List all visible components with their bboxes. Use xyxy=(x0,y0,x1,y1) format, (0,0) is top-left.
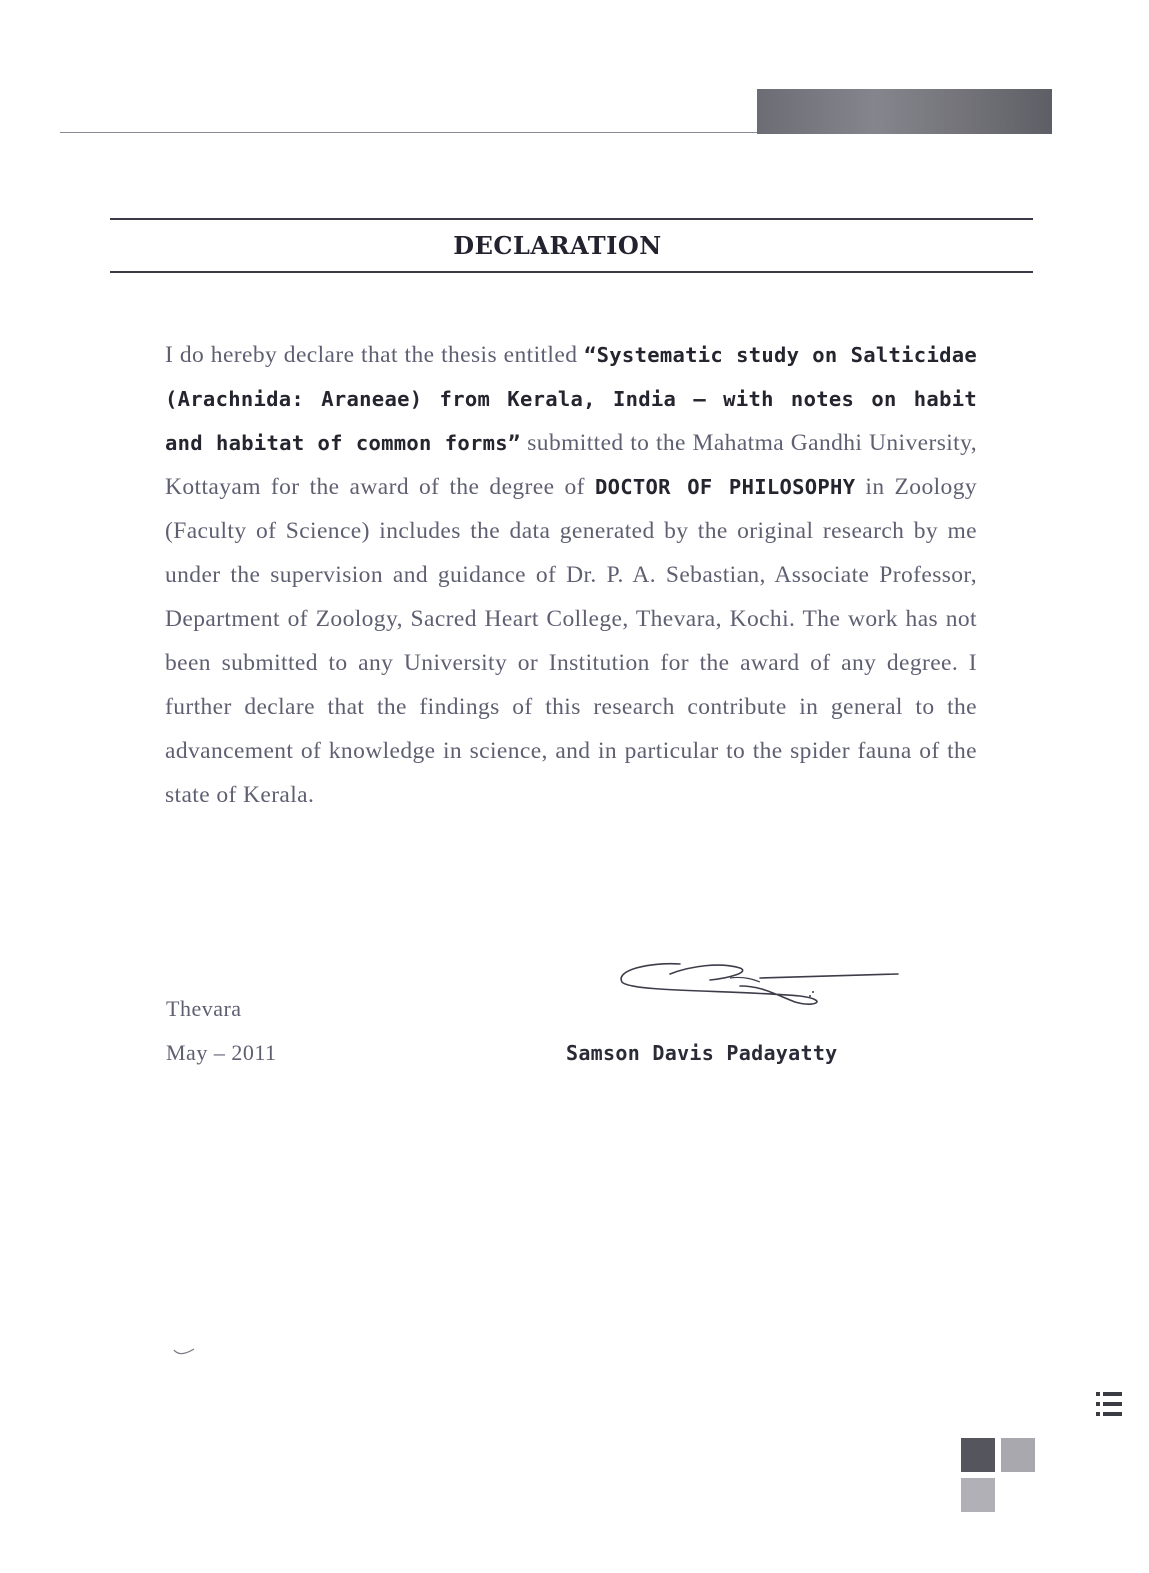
declaration-intro: I do hereby declare that the thesis entitled xyxy=(165,342,584,368)
signature-graphic xyxy=(610,952,910,1022)
stray-mark xyxy=(172,1346,196,1358)
title-rule-bottom xyxy=(110,271,1033,273)
declaration-middle: submitted to the Mahatma Gandhi University, Kottayam for the award of the degree of xyxy=(165,430,977,500)
page-title: DECLARATION xyxy=(453,231,662,260)
decor-square-light xyxy=(1001,1438,1035,1472)
header-decoration xyxy=(757,89,1052,134)
degree-name: DOCTOR OF PHILOSOPHY xyxy=(594,475,856,499)
declaration-paragraph xyxy=(165,333,977,817)
list-icon xyxy=(1094,1388,1124,1428)
declaration-rest: in Zoology (Faculty of Science) includes the data generated by the original research by me under the supervision and guidance of Dr. P. A. Sebastian, Associate Professor, Department of Zoology, Sacred Heart College, Thevara, Kochi. The work has not been submitted to any University or Institution for the award of any degree. I further declare that the findings of this research contribute in general to the advancement of knowledge in science, and in particular to the spider fauna of the state of Kerala. xyxy=(165,474,977,808)
decor-square-light-bottom xyxy=(961,1478,995,1512)
declaration-place: Thevara xyxy=(166,996,242,1021)
declaration-date: May – 2011 xyxy=(166,1040,277,1065)
thesis-title: “Systematic study on Salticidae (Arachnida: Araneae) from Kerala, India – with notes on habit and habitat of common forms” xyxy=(165,343,978,455)
signer-name: Samson Davis Padayatty xyxy=(566,1041,838,1065)
header-rule xyxy=(60,132,760,133)
decor-square-dark xyxy=(961,1438,995,1472)
title-rule-top xyxy=(110,218,1033,220)
